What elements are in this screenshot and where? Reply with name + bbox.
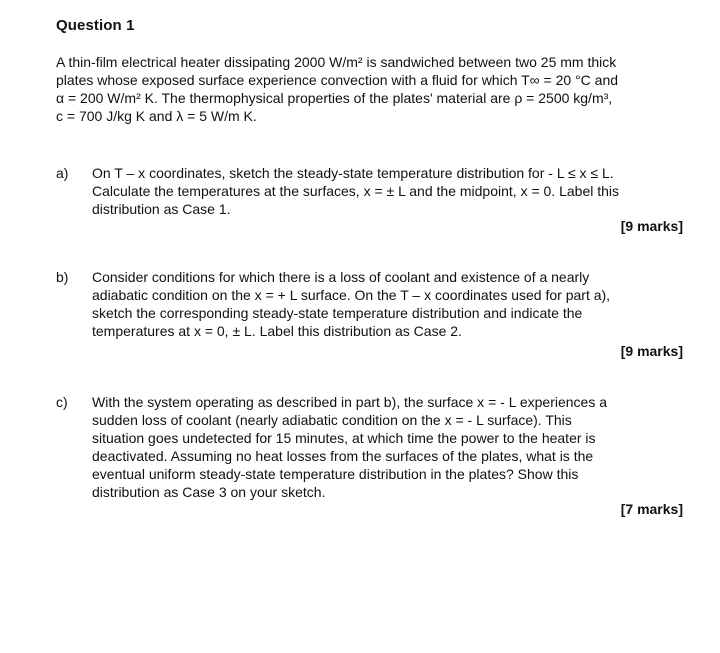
- part-a-line: Calculate the temperatures at the surfaces, x = ± L and the midpoint, x = 0. Label this: [92, 183, 620, 199]
- intro-line: c = 700 J/kg K and λ = 5 W/m K.: [56, 108, 257, 124]
- part-c-line: eventual uniform steady-state temperature distribution in the plates? Show this: [92, 466, 579, 482]
- part-b-text: [92, 268, 692, 340]
- part-c-letter: c): [56, 394, 68, 410]
- part-b-letter: b): [56, 269, 69, 285]
- part-a-marks: [9 marks]: [620, 218, 683, 234]
- part-c-text: [92, 393, 692, 501]
- part-b-marks: [9 marks]: [620, 343, 683, 359]
- intro-line: plates whose exposed surface experience convection with a fluid for which T∞ = 20 °C and: [56, 72, 619, 88]
- question-intro: [56, 53, 696, 125]
- part-c-line: With the system operating as described in part b), the surface x = - L experiences a: [92, 394, 608, 410]
- part-a-line: On T – x coordinates, sketch the steady-state temperature distribution for - L ≤ x ≤ L.: [92, 165, 614, 181]
- part-c-marks: [7 marks]: [620, 501, 683, 517]
- part-c-line: situation goes undetected for 15 minutes, at which time the power to the heater is: [92, 430, 596, 446]
- part-a-text: [92, 164, 692, 218]
- intro-line: A thin-film electrical heater dissipating 2000 W/m² is sandwiched between two 25 mm thick: [56, 54, 617, 70]
- part-c-line: sudden loss of coolant (nearly adiabatic condition on the x = - L surface). This: [92, 412, 572, 428]
- part-a-letter: a): [56, 165, 69, 181]
- part-c-line: deactivated. Assuming no heat losses from the surfaces of the plates, what is the: [92, 448, 594, 464]
- part-b-line: adiabatic condition on the x = + L surface. On the T – x coordinates used for part a),: [92, 287, 611, 303]
- part-b-line: sketch the corresponding steady-state temperature distribution and indicate the: [92, 305, 583, 321]
- intro-line: α = 200 W/m² K. The thermophysical properties of the plates' material are ρ = 2500 kg/m³,: [56, 90, 613, 106]
- part-b-line: Consider conditions for which there is a loss of coolant and existence of a nearly: [92, 269, 590, 285]
- part-a-line: distribution as Case 1.: [92, 201, 231, 217]
- part-c-line: distribution as Case 3 on your sketch.: [92, 484, 326, 500]
- part-b-line: temperatures at x = 0, ± L. Label this distribution as Case 2.: [92, 323, 462, 339]
- question-title: Question 1: [56, 17, 135, 34]
